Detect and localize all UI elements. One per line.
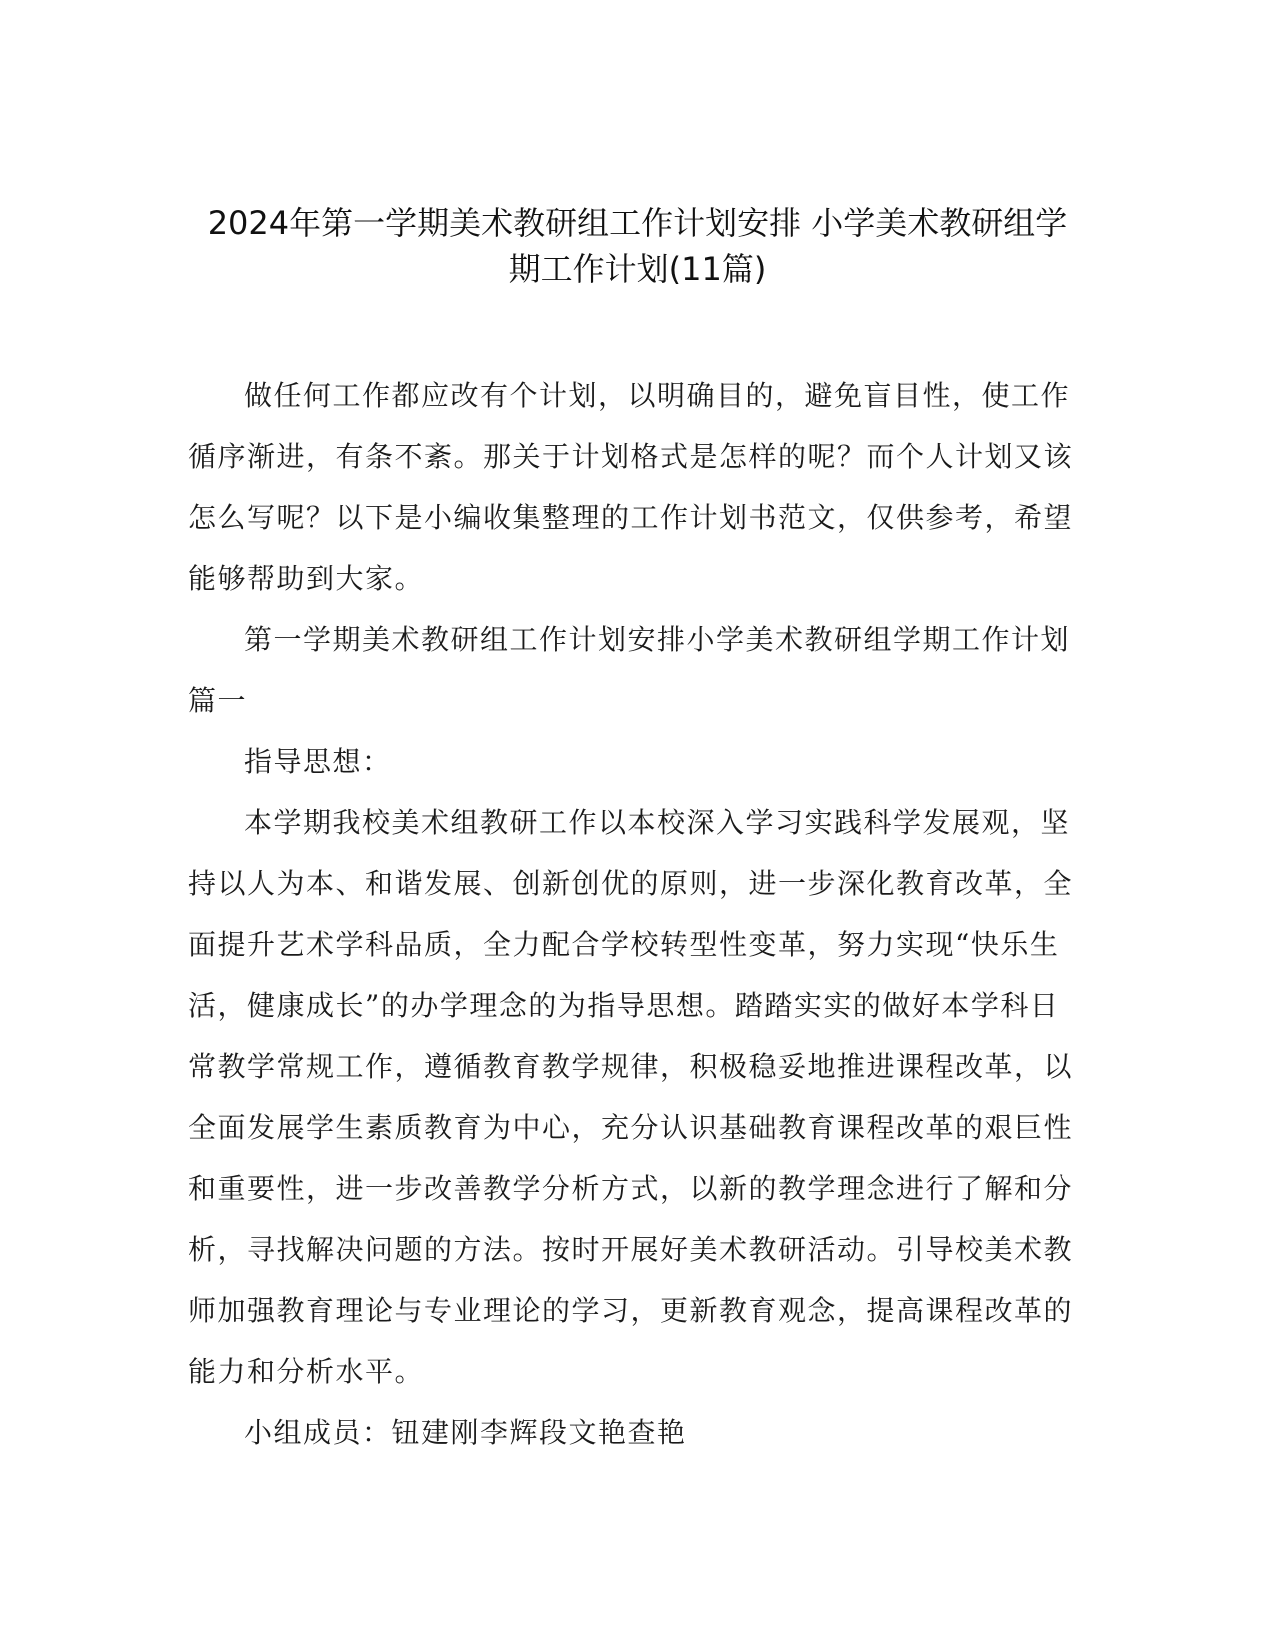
document-title: [160, 200, 1115, 292]
guiding-thought-label: 指导思想：: [244, 745, 392, 778]
group-members-paragraph: 小组成员：钮建刚李辉段文艳查艳: [244, 1416, 687, 1449]
intro-paragraph: 做任何工作都应改有个计划，以明确目的，避免盲目性，使工作循序渐进，有条不紊。那关于计划格式是怎样的呢？而个人计划又该怎么写呢？以下是小编收集整理的工作计划书范文，仅供参考，希望能够帮助到大家。: [188, 379, 1074, 595]
section-heading: 第一学期美术教研组工作计划安排小学美术教研组学期工作计划篇一: [188, 623, 1071, 717]
title-line-1: 2024年第一学期美术教研组工作计划安排 小学美术教研组学: [207, 204, 1068, 242]
title-line-2: 期工作计划(11篇): [508, 250, 767, 288]
document-body: [188, 365, 1073, 1463]
guiding-thought-paragraph: 本学期我校美术组教研工作以本校深入学习实践科学发展观，坚持以人为本、和谐发展、创新创优的原则，进一步深化教育改革，全面提升艺术学科品质，全力配合学校转型性变革，努力实现“快乐生活，健康成长”的办学理念的为指导思想。踏踏实实的做好本学科日常教学常规工作，遵循教育教学规律，积极稳妥地推进课程改革，以全面发展学生素质教育为中心，充分认识基础教育课程改革的艰巨性和重要性，进一步改善教学分析方式，以新的教学理念进行了解和分析，寻找解决问题的方法。按时开展好美术教研活动。引导校美术教师加强教育理论与专业理论的学习，更新教育观念，提高课程改革的能力和分析水平。: [188, 806, 1074, 1388]
